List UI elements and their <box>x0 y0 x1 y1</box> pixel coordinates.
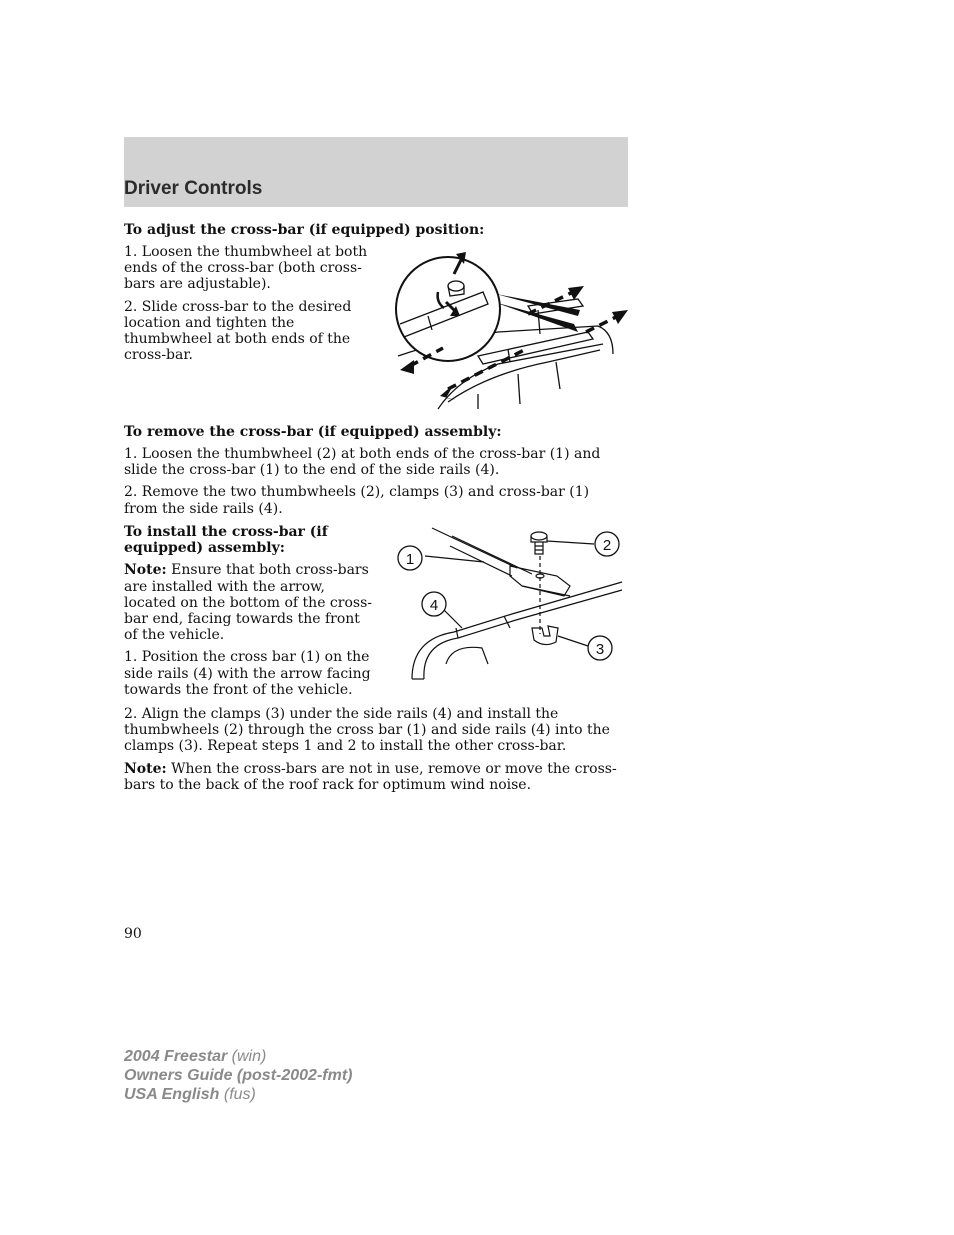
adjust-heading: To adjust the cross-bar (if equipped) position: <box>124 222 485 238</box>
page-title: Driver Controls <box>124 178 263 199</box>
crossbar-install-illustration <box>392 524 632 689</box>
callout-1: 1 <box>405 551 415 568</box>
remove-step-2: 2. Remove the two thumbwheels (2), clamps (3) and cross-bar (1) from the side rails (4). <box>124 484 590 517</box>
install-note-1 <box>124 562 376 643</box>
footer-line-1: 2004 Freestar (win) <box>124 1048 267 1065</box>
footer-line-3: USA English (fus) <box>124 1086 256 1103</box>
adjust-step-1: 1. Loosen the thumbwheel at both ends of the cross-bar (both cross-bars are adjustable). <box>124 244 368 293</box>
footer-line-2: Owners Guide (post-2002-fmt) <box>124 1067 353 1084</box>
page-number: 90 <box>124 926 142 942</box>
install-step-1: 1. Position the cross bar (1) on the side rails (4) with the arrow facing towards the front of the vehicle. <box>124 649 371 698</box>
note-text-2: When the cross-bars are not in use, remove or move the cross-bars to the back of the roof rack for optimum wind noise. <box>124 760 617 793</box>
install-continued <box>124 706 624 799</box>
remove-step-1: 1. Loosen the thumbwheel (2) at both ends of the cross-bar (1) and slide the cross-bar (1) to the end of the side rails (4). <box>124 446 601 479</box>
header-band <box>124 137 628 207</box>
remove-steps <box>124 446 624 523</box>
remove-heading: To remove the cross-bar (if equipped) assembly: <box>124 424 502 440</box>
install-step-2: 2. Align the clamps (3) under the side rails (4) and install the thumbwheels (2) through the cross bar (1) and side rails (4) into the clamps (3). Repeat steps 1 and 2 to install the other cross-bar. <box>124 706 610 755</box>
install-note-2 <box>124 761 624 793</box>
adjust-steps <box>124 244 382 369</box>
note-text: Ensure that both cross-bars are installed with the arrow, located on the bottom of the cross-bar end, facing towards the front of the vehicle. <box>124 562 372 644</box>
crossbar-adjust-illustration <box>388 244 633 414</box>
note-label-2: Note: <box>124 760 167 777</box>
callout-3: 3 <box>595 641 605 658</box>
callout-2: 2 <box>602 537 612 554</box>
install-column <box>124 524 376 704</box>
install-heading: To install the cross-bar (if equipped) assembly: <box>124 524 328 557</box>
adjust-step-2: 2. Slide cross-bar to the desired location and tighten the thumbwheel at both ends of the cross-bar. <box>124 298 352 364</box>
note-label: Note: <box>124 562 167 579</box>
callout-4: 4 <box>429 597 439 614</box>
footer <box>124 1047 352 1104</box>
